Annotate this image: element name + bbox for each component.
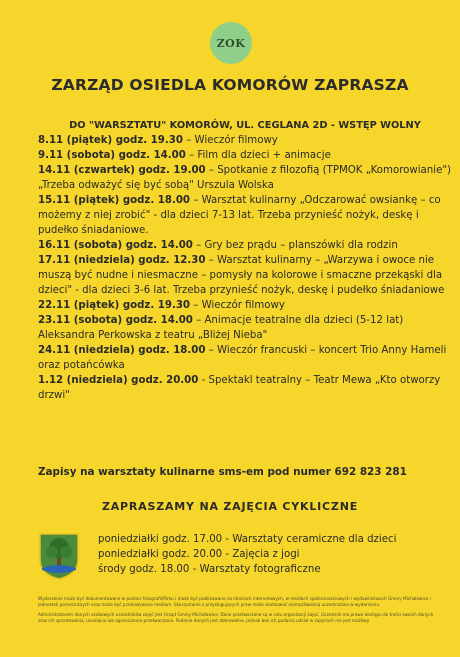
cyclic-item xyxy=(98,547,448,562)
venue-line: DO "WARSZTATU" KOMORÓW, UL. CEGLANA 2D - WSTĘP WOLNY xyxy=(69,120,421,131)
event-date: 24.11 (niedziela) godz. 18.00 xyxy=(38,345,206,356)
event-date: 9.11 (sobota) godz. 14.00 xyxy=(38,150,186,161)
event-item xyxy=(38,238,456,253)
page-title: ZARZĄD OSIEDLA KOMORÓW ZAPRASZA xyxy=(51,76,409,94)
event-date: 1.12 (niedziela) godz. 20.00 xyxy=(38,375,199,386)
cyclic-item xyxy=(98,562,448,577)
event-date: 23.11 (sobota) godz. 14.00 xyxy=(38,315,193,326)
event-text: – Wieczór francuski – koncert Trio Anny Hameli oraz potańcówka xyxy=(38,345,447,371)
event-date: 8.11 (piątek) godz. 19.30 xyxy=(38,135,183,146)
event-text: - Spektakl teatralny – Teatr Mewa „Kto otworzy drzwi" xyxy=(38,375,441,401)
zok-logo: ZOK xyxy=(210,22,252,64)
cyclic-text: - Zajęcia z jogi xyxy=(222,549,300,560)
event-item xyxy=(38,193,456,238)
event-text: – Spotkanie z filozofią (TPMOK „Komorowianie") „Trzeba odważyć się być sobą" Urszula Wolska xyxy=(38,165,452,191)
event-text: – Warsztat kulinarny „Odczarować owsiankę – co możemy z niej zrobić" - dla dzieci 7-13 lat. Trzeba przynieść nożyk, deskę i pudełko śniadaniowe. xyxy=(38,195,441,236)
event-text: – Wieczór filmowy xyxy=(190,300,285,311)
event-date: 16.11 (sobota) godz. 14.00 xyxy=(38,240,193,251)
event-text: – Film dla dzieci + animacje xyxy=(185,150,331,161)
cyclic-item xyxy=(98,532,448,547)
footer-paragraph: Administratorem danych osobowych uczestników zajęć jest Urząd Gminy Michałowice. Dane przetwarzane są w celu organizacji zajęć. Uczestnik ma prawo dostępu do treści swoich danych oraz ich sprostowania, usunięcia lub ograniczenia przetwarzania. Podanie danych jest dobrowolne, jednak bez ich podania udział w zajęciach nie jest możliwy. xyxy=(38,612,434,623)
signup-info: Zapisy na warsztaty kulinarne sms-em pod numer 692 823 281 xyxy=(38,466,407,478)
cyclic-text: - Warsztaty fotograficzne xyxy=(189,564,321,575)
event-item xyxy=(38,133,456,148)
event-item xyxy=(38,163,456,193)
event-date: 22.11 (piątek) godz. 19.30 xyxy=(38,300,190,311)
cyclic-day: poniedziałki godz. 17.00 xyxy=(98,534,223,545)
footer-disclaimer xyxy=(38,596,434,628)
event-list xyxy=(38,133,456,403)
event-text: – Gry bez prądu – planszówki dla rodzin xyxy=(192,240,398,251)
cyclic-text: - Warsztaty ceramiczne dla dzieci xyxy=(222,534,397,545)
event-item xyxy=(38,343,456,373)
event-text: – Wieczór filmowy xyxy=(182,135,278,146)
cyclic-title: ZAPRASZAMY NA ZAJĘCIA CYKLICZNE xyxy=(101,500,359,513)
event-item xyxy=(38,253,456,298)
event-item xyxy=(38,298,456,313)
cyclic-day: poniedziałki godz. 20.00 xyxy=(98,549,223,560)
coat-of-arms-icon xyxy=(38,532,80,580)
event-text: – Animacje teatralne dla dzieci (5-12 lat) Aleksandra Perkowska z teatru „Bliżej Nieba" xyxy=(38,315,404,341)
cyclic-day: środy godz. 18.00 xyxy=(98,564,190,575)
event-text: – Warsztat kulinarny – „Warzywa i owoce nie muszą być nudne i niesmaczne – pomysły na kolorowe i smaczne przekąski dla dzieci" - dla dzieci 3-6 lat. Trzeba przynieść nożyk, deskę i pudełko śniadaniowe xyxy=(38,255,445,296)
event-date: 15.11 (piątek) godz. 18.00 xyxy=(38,195,190,206)
event-item xyxy=(38,313,456,343)
footer-paragraph: Wydarzenie może być dokumentowane w postaci fotografii/filmu i może być publikowane na stronach internetowych, w mediach społecznościowych i wydawnictwach Gminy Michałowice i jednostek pomocniczych oraz może być przekazywane mediom. Skorzystanie z przysługujących praw może skutkować niemożliwością uczestnictwa w wydarzeniu. xyxy=(38,596,431,607)
event-item xyxy=(38,373,456,403)
cyclic-list xyxy=(98,532,448,577)
event-date: 14.11 (czwartek) godz. 19.00 xyxy=(38,165,206,176)
event-item xyxy=(38,148,456,163)
event-date: 17.11 (niedziela) godz. 12.30 xyxy=(38,255,206,266)
